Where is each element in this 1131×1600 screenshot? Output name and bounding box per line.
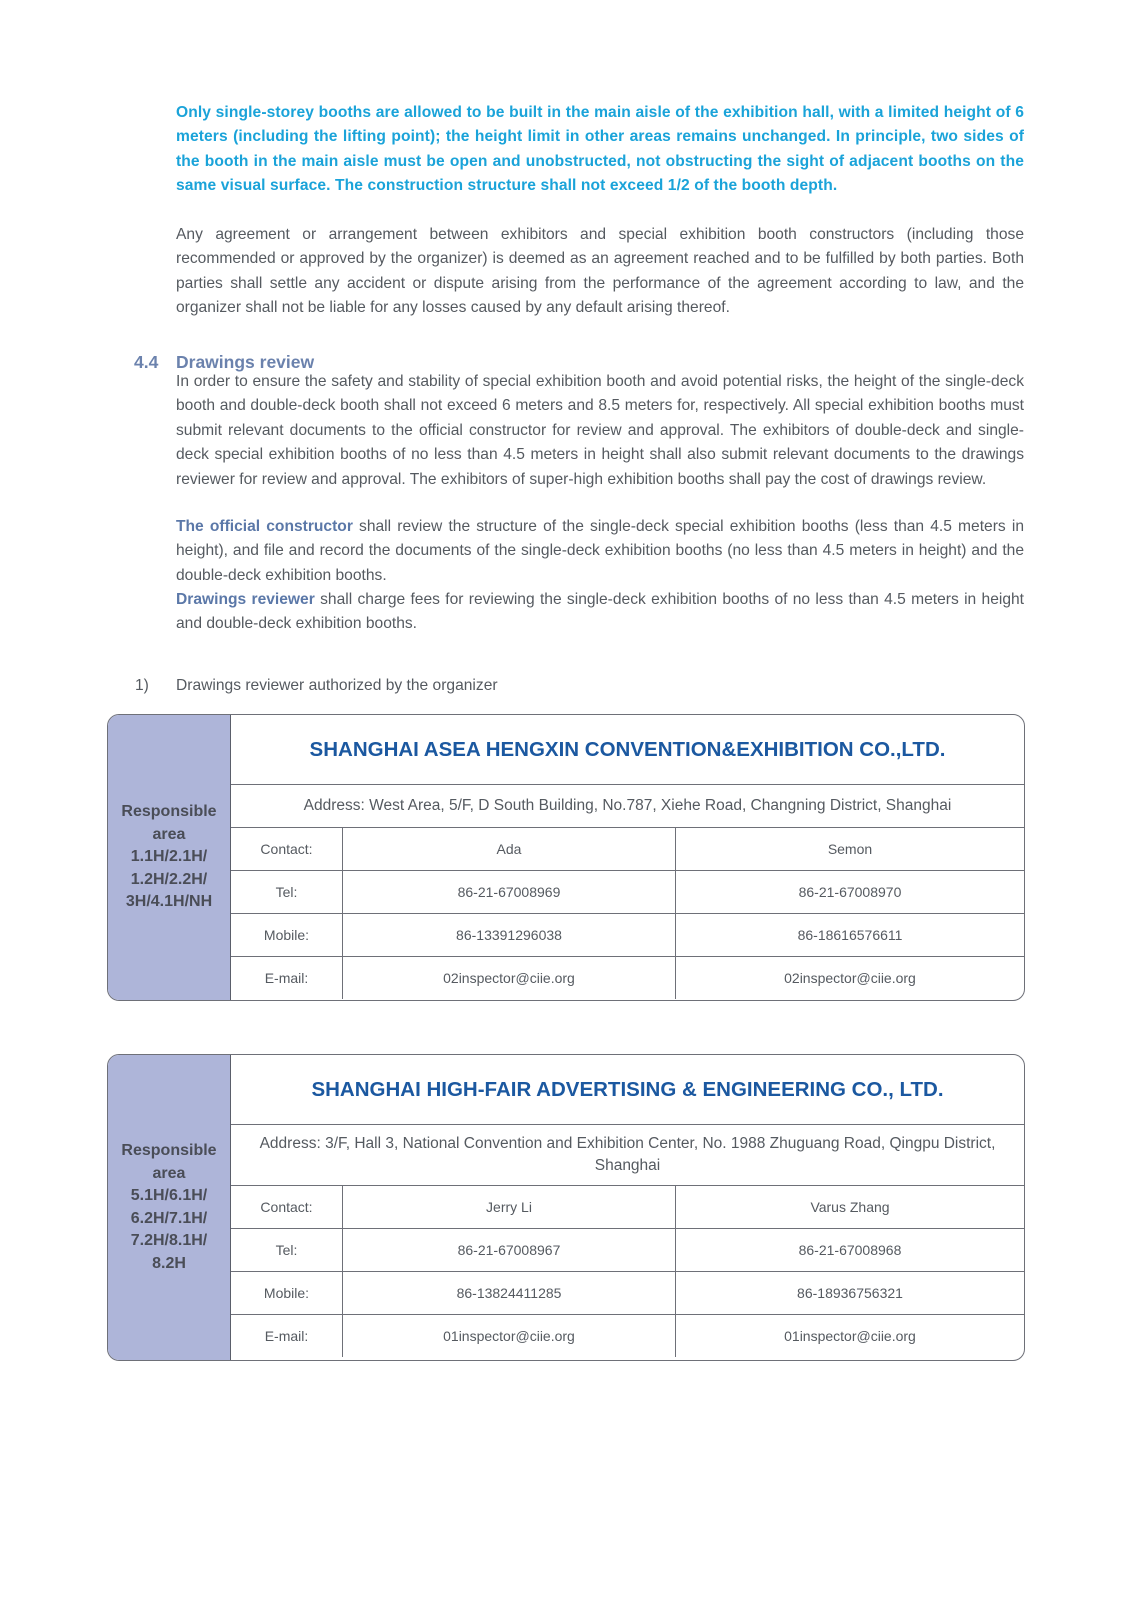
drawings-review-paragraph-1: In order to ensure the safety and stability of special exhibition booth and avoid potential risks, the height of the single-deck booth and double-deck booth shall not exceed 6 meters and 8.5 meters for, respectively. All special exhibition booths must submit relevant documents to the official constructor for review and approval. The exhibitors of double-deck and single-deck special exhibition booths of no less than 4.5 meters in height shall also submit relevant documents to the drawings reviewer for review and approval. The exhibitors of super-high exhibition booths shall pay the cost of drawings review. [176,373,1024,488]
drawings-reviewer-term: Drawings reviewer [176,591,315,608]
table-row-mobile [231,1272,1024,1315]
company-name: SHANGHAI HIGH-FAIR ADVERTISING & ENGINEERING CO., LTD. [231,1055,1024,1125]
responsible-area-label: Responsible area [121,803,217,843]
table-row-email [231,957,1024,999]
company-name: SHANGHAI ASEA HENGXIN CONVENTION&EXHIBITION CO.,LTD. [231,715,1024,785]
list-item-authorized-reviewer [135,677,498,695]
row-label: Mobile: [231,1272,343,1314]
contact-2-value: Varus Zhang [810,1199,890,1215]
section-number: 4.4 [134,352,159,372]
row-label: Contact: [231,828,343,870]
drawings-reviewer-paragraph [176,588,1024,637]
mobile-1-value: 86-13391296038 [343,914,676,956]
row-label: Tel: [231,871,343,913]
email-2-link[interactable]: 02inspector@ciie.org [784,970,916,986]
list-number: 1) [135,677,149,694]
area-line: 5.1H/6.1H/ [130,1187,208,1204]
table-row-tel [231,1229,1024,1272]
company-address: Address: 3/F, Hall 3, National Convention and Exhibition Center, No. 1988 Zhuguang Road, Qingpu District, Shanghai [231,1125,1024,1186]
email-1-link[interactable]: 01inspector@ciie.org [343,1315,676,1357]
contact-1-value: Jerry Li [343,1186,676,1228]
row-label: E-mail: [231,957,343,999]
area-line: 7.2H/8.1H/ [130,1232,208,1249]
email-1-link[interactable]: 02inspector@ciie.org [343,957,676,999]
tel-2-value: 86-21-67008968 [798,1242,902,1258]
area-line: 1.1H/2.1H/ [130,848,208,866]
responsible-area-cell [108,715,231,1000]
section-title: Drawings review [176,352,315,372]
row-label: Tel: [231,1229,343,1271]
area-line: 8.2H [152,1254,186,1272]
email-2-link[interactable]: 01inspector@ciie.org [784,1328,916,1344]
company-address: Address: West Area, 5/F, D South Building, No.787, Xiehe Road, Changning District, Shanghai [231,785,1024,828]
table-row-mobile [231,914,1024,957]
row-label: E-mail: [231,1315,343,1357]
official-constructor-text: shall review the structure of the single-deck special exhibition booths (less than 4.5 meters in height), and file and record the documents of the single-deck exhibition booths (no less than 4.5 meters in height) and the double-deck exhibition booths. [176,518,1024,584]
table-row-contact [231,1186,1024,1229]
official-constructor-paragraph [176,515,1024,588]
contact-1-value: Ada [343,828,676,870]
responsible-area-label: Responsible area [121,1142,217,1182]
mobile-2-value: 86-18616576611 [797,927,903,943]
reviewer-details [231,715,1024,1000]
area-line: 1.2H/2.2H/ [130,870,208,888]
row-label: Contact: [231,1186,343,1228]
table-row-contact [231,828,1024,871]
drawings-reviewer-text: shall charge fees for reviewing the single-deck exhibition booths of no less than 4.5 meters in height and double-deck exhibition booths. [176,591,1025,633]
area-line: 3H/4.1H/NH [125,893,213,911]
main-aisle-rule-paragraph: Only single-storey booths are allowed to be built in the main aisle of the exhibition hall, with a limited height of 6 meters (including the lifting point); the height limit in other areas remains unchanged. In principle, two sides of the booth in the main aisle must be open and unobstructed, not obstructing the sight of adjacent booths on the same visual surface. The construction structure shall not exceed 1/2 of the booth depth. [176,104,1024,195]
mobile-1-value: 86-13824411285 [343,1272,676,1314]
row-label: Mobile: [231,914,343,956]
table-row-email [231,1315,1024,1357]
reviewer-card-asea-hengxin [107,714,1025,1001]
responsible-area-cell [108,1055,231,1360]
tel-1-value: 86-21-67008967 [343,1229,676,1271]
area-line: 6.2H/7.1H/ [130,1209,208,1227]
list-text: Drawings reviewer authorized by the organizer [176,677,498,694]
contact-2-value: Semon [827,841,873,857]
tel-2-value: 86-21-67008970 [798,884,902,900]
official-constructor-term: The official constructor [176,518,353,535]
table-row-tel [231,871,1024,914]
reviewer-card-high-fair [107,1054,1025,1361]
tel-1-value: 86-21-67008969 [343,871,676,913]
mobile-2-value: 86-18936756321 [797,1285,903,1301]
agreement-paragraph: Any agreement or arrangement between exhibitors and special exhibition booth constructors (including those recommended or approved by the organizer) is deemed as an agreement reached and to be fulfilled by both parties. Both parties shall settle any accident or dispute arising from the performance of the agreement according to law, and the organizer shall not be liable for any losses caused by any default arising thereof. [176,226,1024,317]
reviewer-details [231,1055,1024,1360]
